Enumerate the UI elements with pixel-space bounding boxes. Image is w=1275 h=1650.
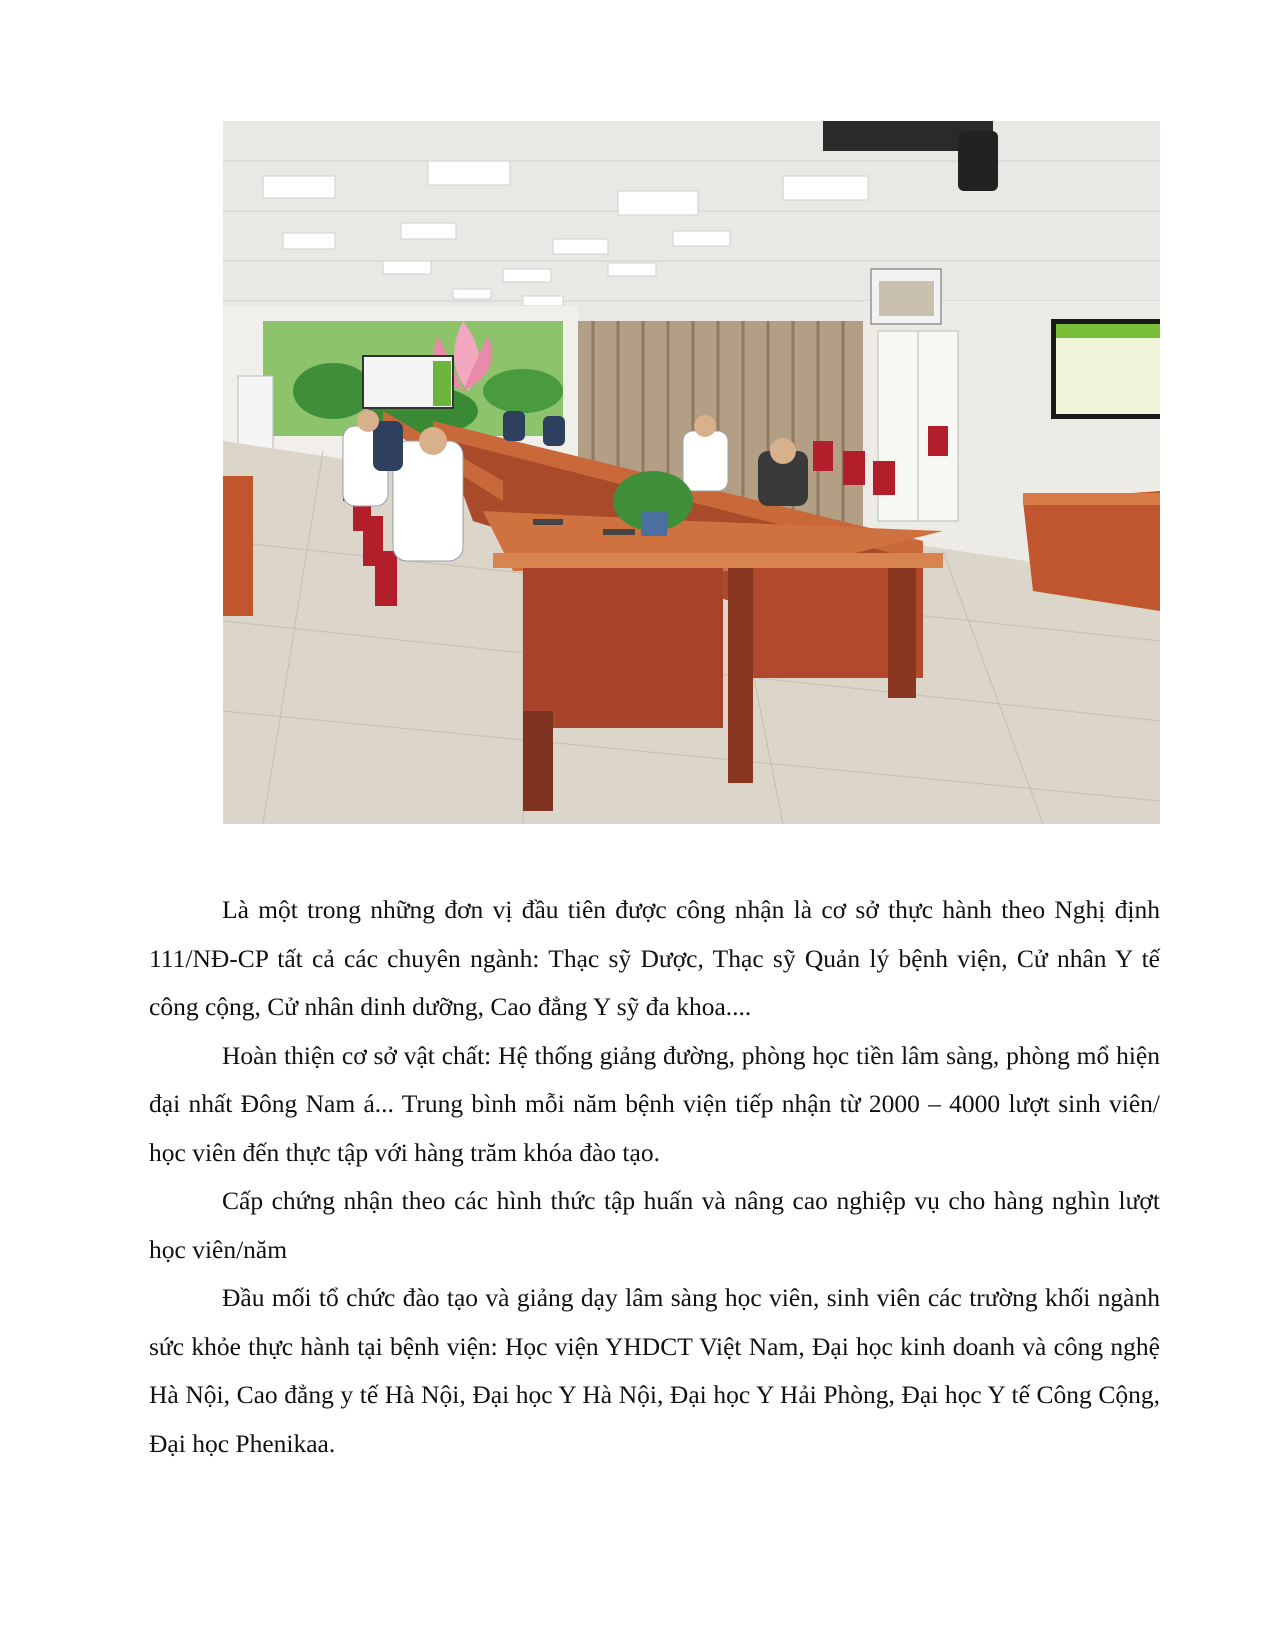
paragraph-4: Đầu mối tổ chức đào tạo và giảng dạy lâm sàng học viên, sinh viên các trường khối ngành sức khỏe thực hành tại bệnh viện: Học viện YHDCT Việt Nam, Đại học kinh doanh và công nghệ Hà Nội, Cao đẳng y tế Hà Nội, Đại học Y Hà Nội, Đại học Y Hải Phòng, Đại học Y tế Công Cộng, Đại học Phenikaa. bbox=[149, 1283, 1160, 1458]
paragraph-1: Là một trong những đơn vị đầu tiên được công nhận là cơ sở thực hành theo Nghị định 111/NĐ-CP tất cả các chuyên ngành: Thạc sỹ Dược, Thạc sỹ Quản lý bệnh viện, Cử nhân Y tế công cộng, Cử nhân dinh dưỡng, Cao đẳng Y sỹ đa khoa.... bbox=[149, 895, 1160, 1021]
conference-room-photo bbox=[223, 121, 1160, 824]
paragraph-2: Hoàn thiện cơ sở vật chất: Hệ thống giảng đường, phòng học tiền lâm sàng, phòng mổ hiện đại nhất Đông Nam á... Trung bình mỗi năm bệnh viện tiếp nhận từ 2000 – 4000 lượt sinh viên/ học viên đến thực tập với hàng trăm khóa đào tạo. bbox=[149, 1040, 1160, 1167]
body-text bbox=[149, 886, 1160, 1468]
paragraph-3: Cấp chứng nhận theo các hình thức tập huấn và nâng cao nghiệp vụ cho hàng nghìn lượt học viên/năm bbox=[149, 1186, 1160, 1264]
